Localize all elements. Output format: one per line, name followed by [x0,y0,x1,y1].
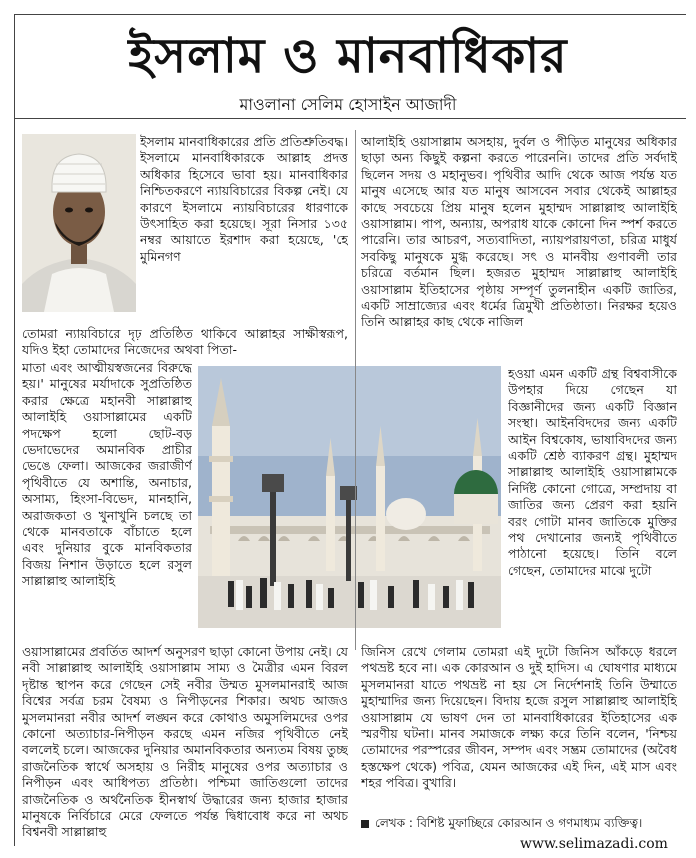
col1-left-paragraph: মাতা এবং আত্মীয়স্বজনের বিরুদ্ধে হয়।' মানুষের মর্যাদাকে সুপ্রতিষ্ঠিত করার ক্ষেত্রে মহানবী সাল্লাল্লাহু আলাইহি ওয়াসাল্লামের একটি পদক্ষেপ হলো ছোট-বড় ভেদাভেদের অমানবিক প্রাচীর ভেঙে ফেলা। আজকের জরাজীর্ণ পৃথিবীতে যে অশান্তি, অনাচার, অসাম্য, হিংসা-বিভেদ, মানহানি, অরাজকতা ও খুনাখুনি চলছে তা থেকে মানবতাকে বাঁচাতে হলে এবং দুনিয়ার বুকে মানবিকতার বিজয় নিশান উড়াতে হলে রসুল সাল্লাল্লাহু আলাইহি [22,360,192,589]
bullet-square-icon [361,820,369,828]
page-border-top [14,14,686,15]
col1-intro-paragraph: ইসলাম মানবাধিকারের প্রতি প্রতিশ্রুতিবদ্ধ। ইসলামে মানবাধিকারকে আল্লাহ প্রদত্ত অধিকার হিসেবে ভাবা হয়। মানবাধিকার নিশ্চিতকরণে ন্যায়বিচারের বিকল্প নেই। যে কারণে ইসলামে ন্যায়বিচারের ধারণাকে উৎসাহিত করা হয়েছে। সূরা নিসার ১৩৫ নম্বর আয়াতে ইরশাদ করা হয়েছে, 'হে মুমিনগণ [140,134,348,264]
article-headline: ইসলাম ও মানবাধিকার [128,28,568,84]
col1-left-of-photo-text [22,360,192,640]
col1-full-paragraph: তোমরা ন্যায়বিচারে দৃঢ় প্রতিষ্ঠিত থাকিবে আল্লাহর সাক্ষীস্বরূপ, যদিও ইহা তোমাদের নিজেদের অথবা পিতা- [22,326,348,358]
col2-top-paragraph: আলাইহি ওয়াসাল্লাম অসহায়, দুর্বল ও পীড়িত মানুষের অধিকার ছাড়া অন্য কিছুই কল্পনা করতে পারেননি। তাদের প্রতি সর্বদাই ছিলেন সদয় ও মহানুভব। পৃথিবীর আদি থেকে আজ পর্যন্ত যত মানুষ এসেছে আর যত মানুষ আসবেন সবার থেকেই আল্লাহর কাছে সবচেয়ে প্রিয় মানুষ হলেন মুহাম্মদ সাল্লাল্লাহু আলাইহি ওয়াসাল্লাম। পাপ, অন্যায়, অপরাধ যাকে কোনো দিন স্পর্শ করতে পারেনি। তার আচরণ, সত্যবাদিতা, ন্যায়পরায়ণতা, চরিত্র মাধুর্য সবকিছু মানুষকে মুগ্ধ করেছে। সৎ ও মানবীয় গুণাবলী তার চরিত্রে বর্তমান ছিল। হজরত মুহাম্মদ সাল্লাল্লাহু আলাইহি ওয়াসাল্লাম ইতিহাসের পৃষ্ঠায় সম্পূর্ণ তুলনাহীন একটি জাতির, একটি সাম্রাজ্যের এবং ধর্মের ত্রিমুখী প্রতিষ্ঠাতা। নিরক্ষর হয়েও তিনি আল্লাহর কাছ থেকে নাজিল [361,134,677,330]
col2-right-paragraph: হওয়া এমন একটি গ্রন্থ বিশ্ববাসীকে উপহার দিয়ে গেছেন যা বিজ্ঞানীদের জন্য একটি বিজ্ঞান সংস্থা। আইনবিদদের জন্য একটি আইন বিশ্বকোষ, ভাষাবিদদের জন্য একটি শ্রেষ্ঠ ব্যাকরণ গ্রন্থ। মুহাম্মদ সাল্লাল্লাহু আলাইহি ওয়াসাল্লামকে নির্দিষ্ট কোনো গোত্রে, সম্প্রদায় বা জাতির জন্য প্রেরণ করা হয়নি বরং গোটা মানব জাতিকে মুক্তির পথ দেখানোর জন্যই পৃথিবীতে পাঠানো হয়েছে। তিনি বলে গেছেন, তোমাদের মাঝে দুটো [508,366,677,578]
col2-bottom-paragraph: জিনিস রেখে গেলাম তোমরা এই দুটো জিনিস আঁকড়ে ধরলে পথভ্রষ্ট হবে না। এক কোরআন ও দুই হাদিস। এ ঘোষণার মাধ্যমে মুসলমানরা যাতে পথভ্রষ্ট না হয় সে নির্দেশনাই তিনি উম্মাতে মুহাম্মাদির জন্য দিয়েছেন। বিদায় হজে রসুল সাল্লাল্লাহু আলাইহি ওয়াসাল্লাম যে ভাষণ দেন তা মানবাধিকারের ইতিহাসের এক স্মরণীয় ঘটনা। মানব সমাজকে লক্ষ্য করে তিনি বলেন, 'নিশ্চয় তোমাদের পরস্পরের জীবন, সম্পদ এবং সম্ভ্রম তোমাদের (অবৈধ হস্তক্ষেপ থেকে) পবিত্র, যেমন আজকের এই দিন, এই মাস এবং শহর পবিত্র। বুখারি। [361,644,677,791]
col1-bottom-paragraph: ওয়াসাল্লামের প্রবর্তিত আদর্শ অনুসরণ ছাড়া কোনো উপায় নেই। যে নবী সাল্লাল্লাহু আলাইহি ওয়াসাল্লাম সাম্য ও মৈত্রীর এমন বিরল দৃষ্টান্ত স্থাপন করে গেছেন সেই নবীর উম্মত মুসলমানরাই আজ বিশ্বের সর্বত্র চরম বৈষম্য ও নিপীড়নের শিকার। অথচ আজও মুসলমানরা নবীর আদর্শ লঙ্ঘন করে কোথাও অমুসলিমদের ওপর কোনো অত্যাচার-নিপীড়ন করছে এমন নজির পৃথিবীতে নেই বললেই চলে। আজকের দুনিয়ার অমানবিকতার অন্যতম বিষয় তুচ্ছ রাজনৈতিক স্বার্থে অসহায় ও নিরীহ মানুষের ওপর অত্যাচার ও নিপীড়ন এবং আধিপত্য প্রতিষ্ঠা। পশ্চিমা জাতিগুলো তাদের রাজনৈতিক ও অর্থনৈতিক হীনস্বার্থ উদ্ধারের জন্য হাজার হাজার মানুষকে নির্বিচারে মেরে ফেলতে পর্যন্ত দ্বিধাবোধ করে না অথচ বিশ্বনবী সাল্লাল্লাহু [22,644,348,840]
page-border-left [14,14,15,846]
writer-note-text: লেখক : বিশিষ্ট মুফাচ্ছিরে কোরআন ও গণমাধ্যম ব্যক্তিত্ব। [375,816,643,830]
col2-bottom-text [361,644,677,812]
col1-intro-text [140,134,348,326]
col1-bottom-text [22,644,348,852]
mosque-photo [198,366,501,628]
author-byline: মাওলানা সেলিম হোসাইন আজাদী [239,95,457,114]
website-url[interactable]: www.selimazadi.com [520,836,668,852]
header-rule [14,118,686,119]
col2-top-text [361,134,677,364]
col2-right-of-photo-text [508,366,677,642]
col1-full-width-text [22,326,348,360]
column-divider [355,130,356,650]
writer-note [361,815,642,831]
author-photo [22,134,136,312]
